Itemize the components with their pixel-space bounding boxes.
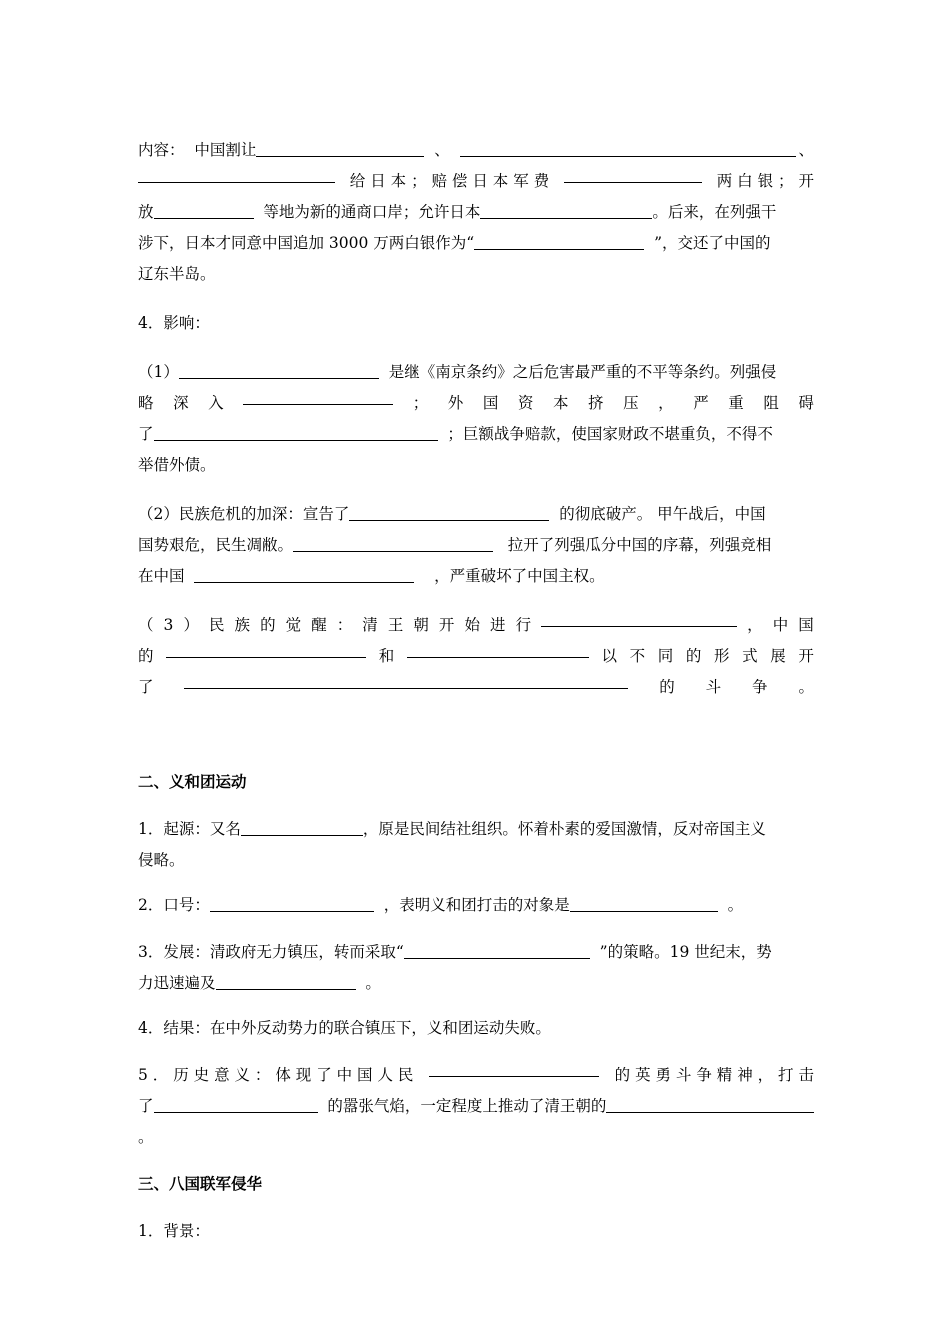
text: （1） [138,363,179,381]
blank-group-2[interactable] [407,641,589,658]
separator: 、 [798,141,814,159]
char: 王 [387,616,404,634]
text: ，严重破坏了中国主权。 [434,567,605,585]
blank-alias[interactable] [241,819,363,836]
text: （2）民族危机的加深：宣告了 [138,505,350,523]
line [138,388,814,419]
separator: 、 [434,141,450,159]
text: 的彻底破产。 甲午战后，中国 [559,505,766,523]
text: ，表明义和团打击的对象是 [383,896,570,914]
char: 形 [713,647,730,665]
boxer-slogan-item [138,890,814,921]
blank-spheres-of-influence[interactable] [194,566,414,583]
invasion-background-item: 1．背景： [138,1222,210,1240]
text: 。 [138,1128,154,1146]
char: ， [658,394,674,412]
text: 了 [138,1097,154,1115]
text: 在中国 [138,567,185,585]
text: 的 [138,647,154,665]
line [138,357,814,388]
boxer-result-item: 4．结果：在中外反动势力的联合镇压下，义和团运动失败。 [138,1019,551,1037]
line [138,672,814,703]
char: 阻 [763,394,779,412]
char: 碍 [798,394,814,412]
spacer [138,703,814,767]
boxer-development-item [138,937,814,999]
text: 了 [138,425,154,443]
char: 国 [482,394,499,412]
text: 1．起源：又名 [138,820,241,838]
char: ； [412,394,429,412]
line [138,1122,814,1153]
cede-text: 中国割让 [194,141,257,159]
blank-ceded-territory-2[interactable] [460,140,796,157]
char: 开 [798,647,814,665]
blank-struck-power[interactable] [154,1096,318,1113]
char: 同 [657,647,674,665]
char: 斗 [705,678,722,696]
boxer-origin-item [138,814,814,876]
char: 的 [685,647,702,665]
blank-hindered-development[interactable] [154,424,438,441]
blank-ceded-territory-3[interactable] [138,166,335,183]
char: 觉 [285,616,302,634]
char: 朝 [413,616,429,634]
char: 3 [163,616,174,634]
text: 力迅速遍及 [138,974,216,992]
char: ： [336,616,353,634]
line [138,166,814,197]
char: ） [183,616,199,634]
line [138,610,814,641]
char: 略 [138,394,154,412]
char: 不 [629,647,646,665]
text: 。 [727,896,744,914]
blank-spread-area[interactable] [216,973,356,990]
text: 放 [138,203,154,221]
blank-japan-allowed[interactable] [480,202,652,219]
blank-treaty-name[interactable] [179,362,379,379]
text: 和 [378,647,395,665]
line [138,937,814,968]
impact-3-paragraph [138,610,814,703]
text: 是继《南京条约》之后危害最严重的不平等条约。列强侵 [388,363,777,381]
impact-1-paragraph [138,357,814,481]
text: 国势艰危，民生凋敝。 [138,536,294,554]
char: 以 [601,647,617,665]
char: 本 [552,394,569,412]
blank-trade-ports[interactable] [154,202,254,219]
line [138,197,814,228]
section-2-title: 二、义和团运动 [138,773,247,791]
impact-2-paragraph [138,499,814,592]
char: 式 [742,647,758,665]
blank-indemnity-amount[interactable] [564,166,702,183]
char: ， [747,616,763,634]
text: 涉下，日本才同意中国追加 3000 万两白银作为“ [138,234,475,252]
text: ，原是民间结社组织。怀着朴素的爱国激情，反对帝国主义 [362,820,766,838]
text: 等地为新的通商口岸；允许日本 [263,203,481,221]
text: 辽东半岛。 [138,265,216,283]
line [138,968,814,999]
char: 入 [208,394,224,412]
char: 中 [772,616,789,634]
blank-group-1[interactable] [166,641,366,658]
text: 。 [365,974,381,992]
line [138,1091,814,1122]
text: 举借外债。 [138,456,216,474]
worksheet-content [138,135,814,1269]
line [138,135,814,166]
line [138,419,814,450]
char: 压 [623,394,639,412]
char: 。 [798,678,814,696]
char: 的 [659,678,675,696]
char: 进 [490,616,506,634]
blank-aggression-deepened[interactable] [243,388,393,405]
text: 5 ． 历 史 意 义 ： 体 现 了 中 国 人 民 [138,1066,414,1084]
text: 3．发展：清政府无力镇压，转而采取“ [138,943,404,961]
char: 深 [173,394,189,412]
text: 2．口号： [138,896,210,914]
blank-struggle-type[interactable] [184,672,628,689]
blank-qing-outcome[interactable] [606,1096,814,1113]
char: 外 [447,394,464,412]
text: ”的策略。19 世纪末，势 [599,943,772,961]
char: 始 [464,616,480,634]
blank-movement-bankrupt[interactable] [349,504,549,521]
line [138,228,814,259]
char: 争 [752,678,768,696]
char: （ [138,616,154,634]
text: 侵略。 [138,851,185,869]
silver-text: 两 白 银 ； 开 [716,172,814,190]
section-3-title: 三、八国联军侵华 [138,1175,263,1193]
char: 行 [515,616,532,634]
blank-spirit[interactable] [429,1060,599,1077]
line [138,845,814,876]
char: 国 [798,616,814,634]
line [138,530,814,561]
text: ”，交还了中国的 [654,234,771,252]
boxer-significance-item [138,1060,814,1153]
line [138,814,814,845]
text: ；巨额战争赔款，使国家财政不堪重负，不得不 [447,425,773,443]
char: 挤 [588,394,604,412]
line [138,641,814,672]
indemnity-text: 给 日 本 ； 赔 偿 日 本 军 费 [349,172,550,190]
content-label: 内容： [138,141,185,159]
text: 了 [138,678,154,696]
text: 拉开了列强瓜分中国的序幕，列强竞相 [507,536,772,554]
char: 严 [693,394,709,412]
blank-targets[interactable] [570,895,718,912]
char: 展 [770,647,786,665]
char: 开 [438,616,455,634]
blank-policy[interactable] [404,942,590,959]
line [138,450,814,481]
blank-reform-movement[interactable] [541,610,737,627]
char: 的 [260,616,276,634]
treaty-content-paragraph [138,135,814,290]
text: 的嚣张气焰，一定程度上推动了清王朝的 [327,1097,607,1115]
text: 的 英 勇 斗 争 精 神 ， 打 击 [614,1066,814,1084]
char: 民 [209,616,225,634]
line [138,259,814,290]
blank-redemption-fee[interactable] [474,233,644,250]
text: 。后来，在列强干 [652,203,777,221]
impact-heading: 4．影响： [138,314,210,332]
char: 清 [362,616,378,634]
char: 重 [728,394,744,412]
blank-slogan[interactable] [210,895,374,912]
char: 资 [517,394,534,412]
line [138,561,814,592]
blank-scramble-prelude[interactable] [293,535,493,552]
char: 族 [234,616,251,634]
line [138,499,814,530]
blank-ceded-territory-1[interactable] [256,140,424,157]
line [138,1060,814,1091]
char: 醒 [311,616,327,634]
